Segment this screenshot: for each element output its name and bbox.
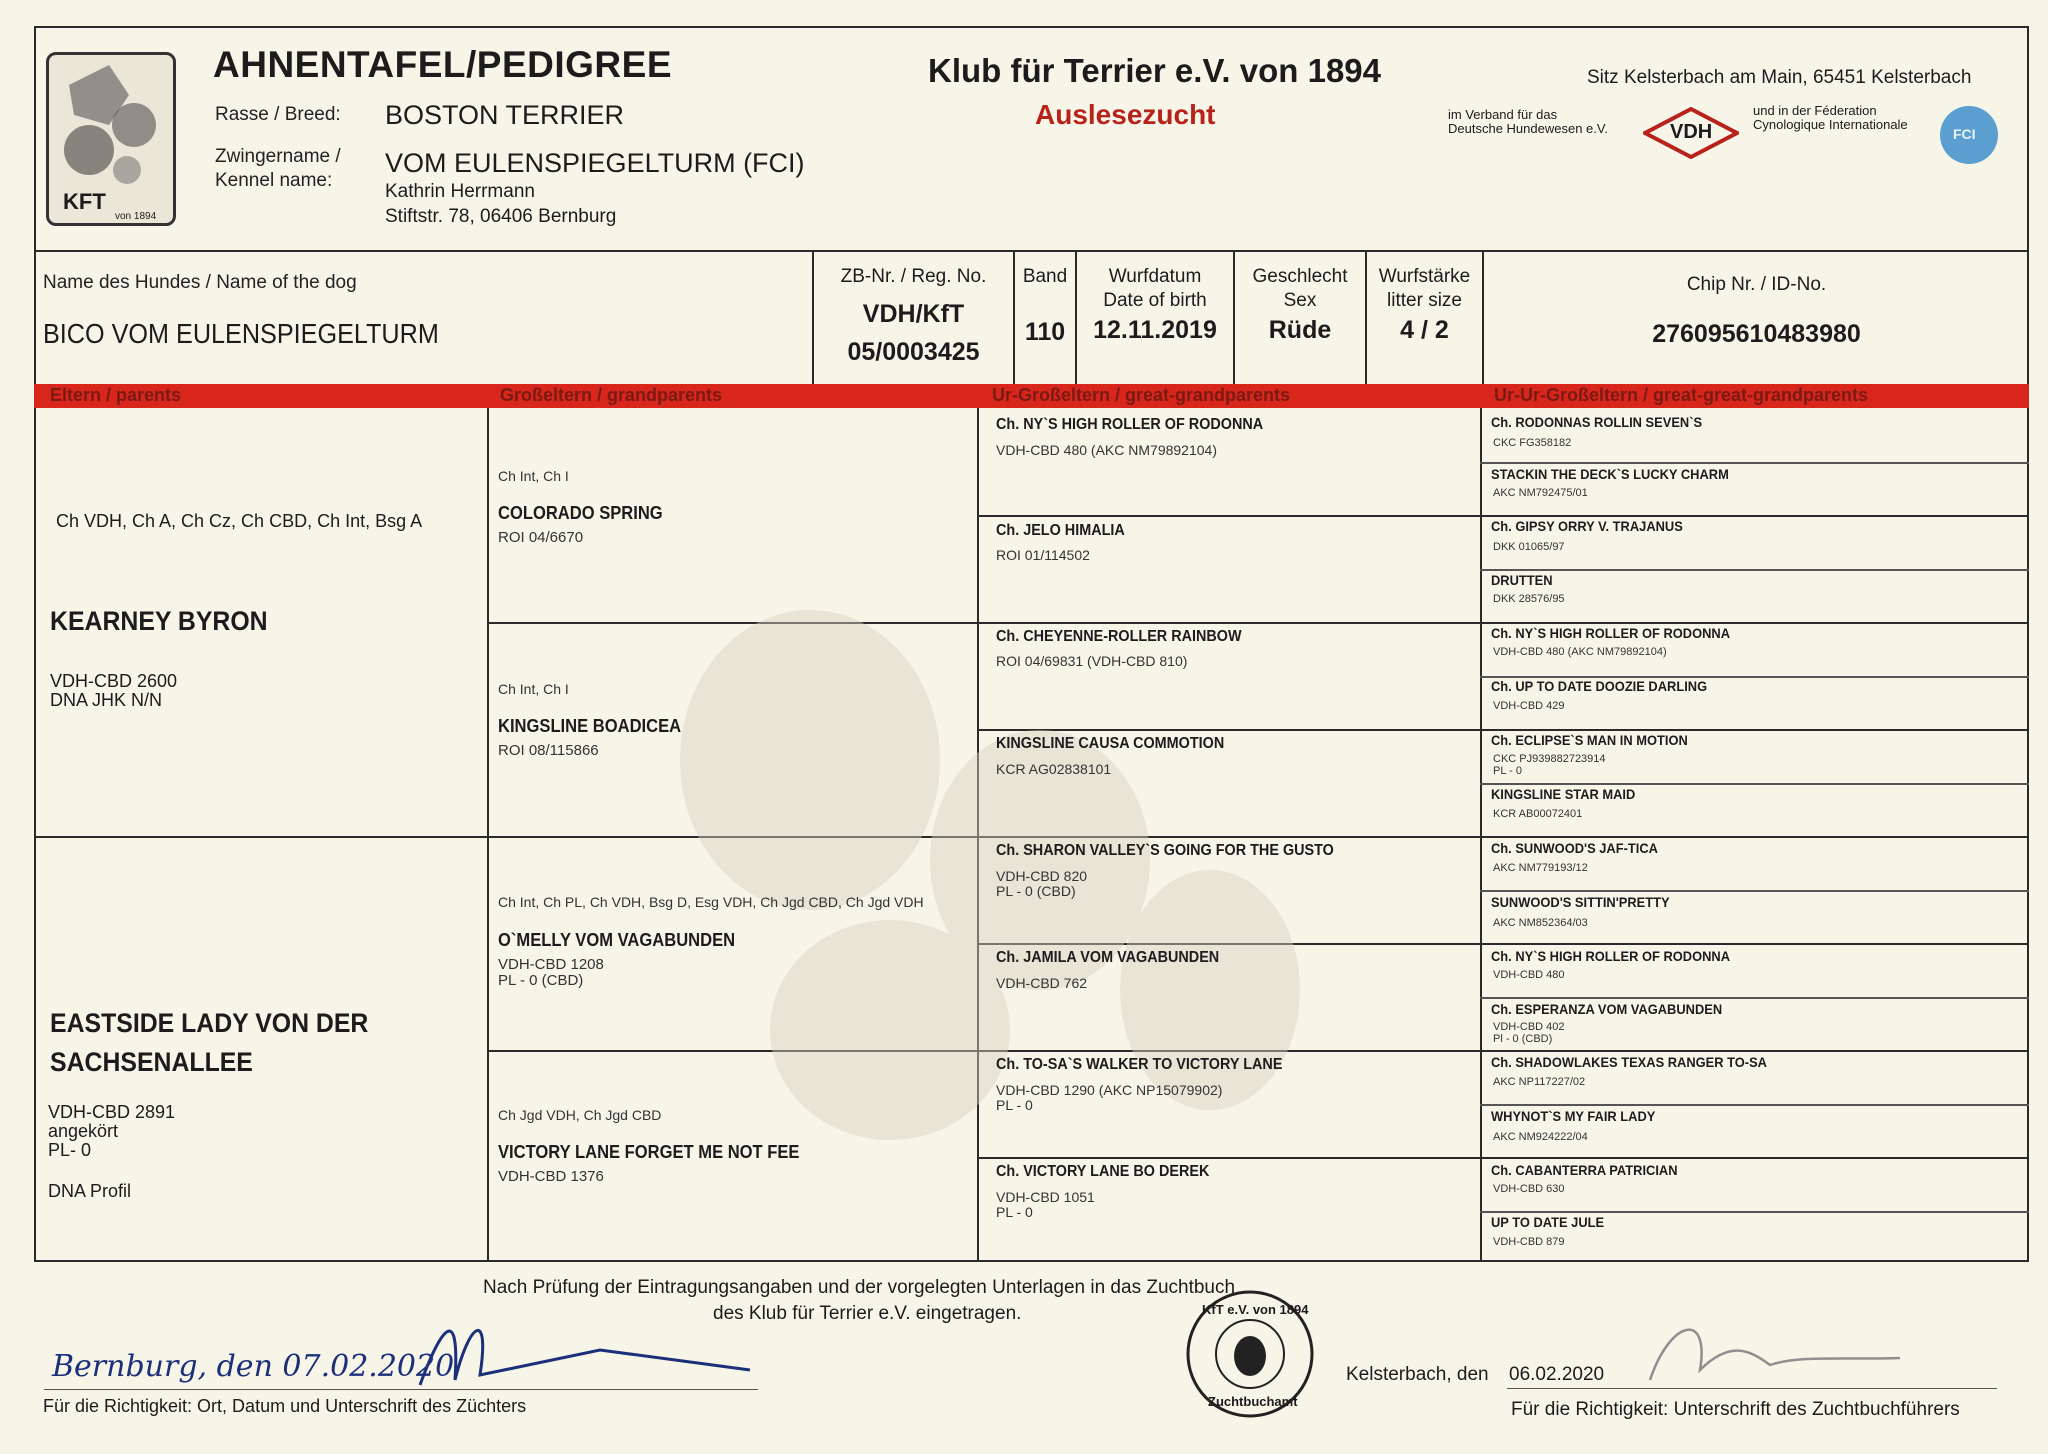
ggg-8-reg: KCR AB00072401 [1493,808,1583,820]
ggg-14-name: WHYNOT`S MY FAIR LADY [1491,1108,1656,1124]
ggg-12-name: Ch. ESPERANZA VOM VAGABUNDEN [1491,1001,1723,1017]
place-date-value: 06.02.2020 [1509,1364,1605,1385]
dog-name: BICO VOM EULENSPIEGELTURM [43,318,439,349]
great-grandparent-3-reg: ROI 04/69831 (VDH-CBD 810) [996,653,1188,669]
ggg-2-reg: AKC NM792475/01 [1493,487,1588,499]
ggg-6-name: Ch. UP TO DATE DOOZIE DARLING [1491,678,1708,694]
ggg-7-name: Ch. ECLIPSE`S MAN IN MOTION [1491,732,1688,748]
document-title: AHNENTAFEL/PEDIGREE [213,44,673,85]
ggg-9-name: Ch. SUNWOOD'S JAF-TICA [1491,840,1658,856]
col-grandparents: Großeltern / grandparents [500,385,723,405]
sire-titles: Ch VDH, Ch A, Ch Cz, Ch CBD, Ch Int, Bsg A [56,511,423,531]
kft-logo [46,52,176,226]
reg-no-line-1: VDH/KfT [862,300,965,328]
ggg-5-name: Ch. NY`S HIGH ROLLER OF RODONNA [1491,625,1730,641]
selection-badge: Auslesezucht [1035,99,1216,130]
sex-label-1: Geschlecht [1252,266,1348,287]
ggg-1-reg: CKC FG358182 [1493,437,1572,449]
fci-logo-text: FCI [1953,126,1976,142]
ggg-11-name: Ch. NY`S HIGH ROLLER OF RODONNA [1491,948,1730,964]
ggg-3-reg: DKK 01065/97 [1493,541,1565,553]
band-label: Band [1022,266,1068,287]
great-grandparent-7-reg: VDH-CBD 1290 (AKC NP15079902) PL - 0 [996,1082,1223,1113]
great-grandparent-1-reg: VDH-CBD 480 (AKC NM79892104) [996,442,1217,458]
registration-note-1: Nach Prüfung der Eintragungsangaben und der vorgelegten Unterlagen in das Zuchtbuch [483,1277,1236,1298]
ggg-13-reg: AKC NP117227/02 [1493,1076,1586,1088]
ggg-7-reg: CKC PJ939882723914 PL - 0 [1493,753,1606,777]
great-grandparent-8-name: Ch. VICTORY LANE BO DEREK [996,1163,1210,1180]
vdh-logo-text: VDH [1670,121,1713,143]
grandparent-1-reg: ROI 04/6670 [498,529,584,546]
chip-label: Chip Nr. / ID-No. [1686,274,1827,295]
kft-logo-text: KFT [63,189,106,214]
reg-no-line-2: 05/0003425 [847,338,980,366]
sex-value: Rüde [1268,316,1332,344]
great-grandparent-5-reg: VDH-CBD 820 PL - 0 (CBD) [996,868,1088,899]
grandparent-2-reg: ROI 08/115866 [498,742,599,759]
ggg-15-name: Ch. CABANTERRA PATRICIAN [1491,1162,1678,1178]
dog-name-label: Name des Hundes / Name of the dog [43,272,357,293]
reg-no-label: ZB-Nr. / Reg. No. [840,266,987,287]
kennel-label-2: Kennel name: [215,170,333,191]
club-seat: Sitz Kelsterbach am Main, 65451 Kelsterbach [1587,67,1972,88]
ggg-2-name: STACKIN THE DECK`S LUCKY CHARM [1491,466,1729,482]
ggg-12-reg: VDH-CBD 402 Pl - 0 (CBD) [1493,1021,1565,1045]
kft-logo-subtext: von 1894 [115,211,157,222]
ggg-4-reg: DKK 28576/95 [1493,593,1565,605]
sex-label-2: Sex [1283,290,1317,311]
ggg-4-name: DRUTTEN [1491,572,1553,588]
breed-value: BOSTON TERRIER [385,100,625,130]
ggg-8-name: KINGSLINE STAR MAID [1491,786,1636,802]
header-divider [34,250,2029,252]
vdh-text-line-2: Deutsche Hundewesen e.V. [1448,121,1608,136]
litter-label-1: Wurfstärke [1378,266,1471,287]
fci-logo [1940,106,1998,164]
dob-label-2: Date of birth [1103,290,1207,311]
great-grandparent-6-name: Ch. JAMILA VOM VAGABUNDEN [996,949,1220,966]
breeder-name: Kathrin Herrmann [385,181,535,202]
ggg-9-reg: AKC NM779193/12 [1493,862,1588,874]
litter-label-2: litter size [1387,290,1462,311]
ggg-5-reg: VDH-CBD 480 (AKC NM79892104) [1493,646,1667,658]
great-grandparent-4-reg: KCR AG02838101 [996,761,1112,777]
grandparent-2-name: KINGSLINE BOADICEA [498,716,682,736]
great-grandparent-7-name: Ch. TO-SA`S WALKER TO VICTORY LANE [996,1056,1283,1073]
grandparent-3-reg: VDH-CBD 1208 PL - 0 (CBD) [498,956,604,989]
stamp-top-text: KfT e.V. von 1894 [1202,1302,1309,1317]
sire-reg: VDH-CBD 2600 DNA JHK N/N [50,671,178,710]
registrar-signature-label: Für die Richtigkeit: Unterschrift des Zuchtbuchführers [1511,1399,1960,1420]
litter-value: 4 / 2 [1400,316,1449,344]
kennel-value: VOM EULENSPIEGELTURM (FCI) [385,148,805,178]
ggg-15-reg: VDH-CBD 630 [1493,1183,1565,1195]
kennel-label-1: Zwingername / [215,146,341,167]
grandparent-2-titles: Ch Int, Ch I [498,681,569,697]
ggg-6-reg: VDH-CBD 429 [1493,700,1565,712]
great-grandparent-4-name: KINGSLINE CAUSA COMMOTION [996,735,1225,752]
ggg-1-name: Ch. RODONNAS ROLLIN SEVEN`S [1491,414,1703,430]
grandparent-3-titles: Ch Int, Ch PL, Ch VDH, Bsg D, Esg VDH, Ch Jgd CBD, Ch Jgd VDH [498,894,924,910]
ggg-14-reg: AKC NM924222/04 [1493,1131,1588,1143]
ggg-10-reg: AKC NM852364/03 [1493,917,1588,929]
breeder-signature-label: Für die Richtigkeit: Ort, Datum und Unterschrift des Züchters [43,1396,527,1416]
zuchtbuchamt-stamp [1180,1284,1320,1424]
grandparent-4-reg: VDH-CBD 1376 [498,1168,604,1185]
dam-name: EASTSIDE LADY VON DER SACHSENALLEE [50,1008,369,1077]
fci-membership-text [1753,104,1908,132]
ggg-10-name: SUNWOOD'S SITTIN'PRETTY [1491,894,1670,910]
great-grandparent-5-name: Ch. SHARON VALLEY`S GOING FOR THE GUSTO [996,842,1334,859]
dam-dna: DNA Profil [48,1181,132,1201]
fci-text-line-1: und in der Féderation [1753,103,1877,118]
great-grandparent-1-name: Ch. NY`S HIGH ROLLER OF RODONNA [996,416,1264,433]
great-grandparent-6-reg: VDH-CBD 762 [996,975,1088,991]
great-grandparent-2-name: Ch. JELO HIMALIA [996,522,1125,539]
grandparent-3-name: O`MELLY VOM VAGABUNDEN [498,930,736,950]
registrar-signature-icon [1640,1300,1920,1395]
ggg-16-name: UP TO DATE JULE [1491,1214,1605,1230]
breeder-address: Stiftstr. 78, 06406 Bernburg [385,206,617,227]
club-name: Klub für Terrier e.V. von 1894 [928,52,1382,89]
registration-note-2: des Klub für Terrier e.V. eingetragen. [713,1303,1022,1324]
great-grandparent-3-name: Ch. CHEYENNE-ROLLER RAINBOW [996,628,1242,645]
generation-header-band [34,384,2029,408]
ggg-3-name: Ch. GIPSY ORRY V. TRAJANUS [1491,518,1683,534]
terrier-watermark-icon [560,560,1380,1200]
vdh-logo [1643,107,1739,159]
sire-name: KEARNEY BYRON [50,606,268,636]
vdh-text-line-1: im Verband für das [1448,107,1558,122]
dob-value: 12.11.2019 [1093,316,1217,344]
fci-text-line-2: Cynologique Internationale [1753,117,1908,132]
breed-label: Rasse / Breed: [215,104,341,125]
dob-label-1: Wurfdatum [1108,266,1202,287]
grandparent-1-name: COLORADO SPRING [498,503,663,523]
great-grandparent-8-reg: VDH-CBD 1051 PL - 0 [996,1189,1095,1220]
grandparent-4-titles: Ch Jgd VDH, Ch Jgd CBD [498,1107,662,1123]
grandparent-1-titles: Ch Int, Ch I [498,468,569,484]
col-great-grandparents: Ur-Großeltern / great-grandparents [992,385,1291,405]
ggg-11-reg: VDH-CBD 480 [1493,969,1565,981]
band-value: 110 [1024,318,1066,346]
grandparent-4-name: VICTORY LANE FORGET ME NOT FEE [498,1142,800,1162]
col-parents: Eltern / parents [50,385,182,405]
place-date-label: Kelsterbach, den [1346,1364,1489,1385]
breeder-signature-icon [400,1290,770,1400]
ggg-13-name: Ch. SHADOWLAKES TEXAS RANGER TO-SA [1491,1054,1767,1070]
col-great-great-grandparents: Ur-Ur-Großeltern / great-great-grandparents [1494,385,1869,405]
ggg-16-reg: VDH-CBD 879 [1493,1236,1565,1248]
vdh-membership-text [1448,108,1608,136]
chip-value: 276095610483980 [1652,320,1861,348]
breeder-handwritten-place-date: Bernburg, den 07.02.2020 [52,1349,455,1384]
dam-reg: VDH-CBD 2891 angekört PL- 0 [48,1102,176,1160]
great-grandparent-2-reg: ROI 01/114502 [996,547,1090,563]
stamp-bottom-text: Zuchtbuchamt [1208,1394,1298,1409]
